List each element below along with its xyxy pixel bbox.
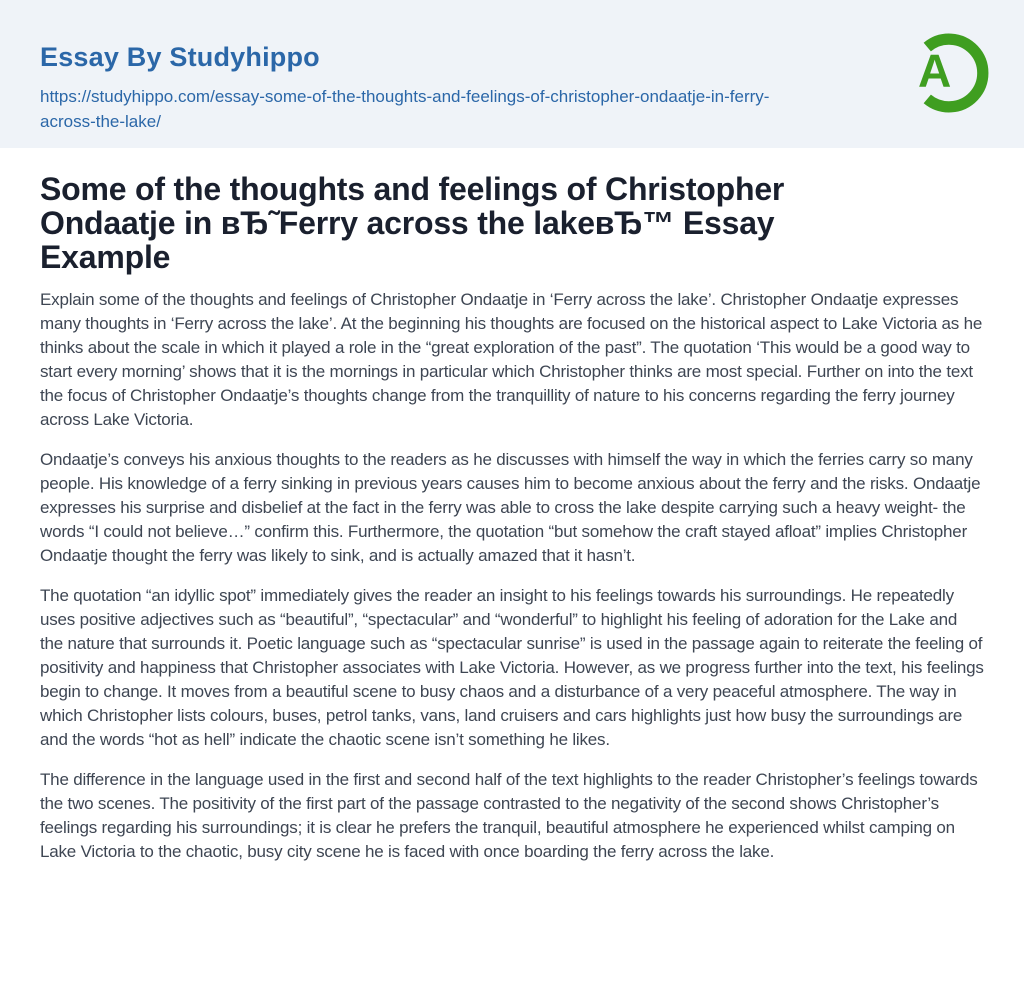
a-ring-icon	[908, 32, 990, 114]
essay-content	[0, 148, 1024, 864]
page-url-link[interactable]: https://studyhippo.com/essay-some-of-the-thoughts-and-feelings-of-christopher-ondaatje-in-ferry-across-the-lake/	[40, 87, 770, 131]
essay-paragraph-1: Explain some of the thoughts and feelings of Christopher Ondaatje in ‘Ferry across the lake’. Christopher Ondaatje expresses many thoughts in ‘Ferry across the lake’. At the beginning his thoughts are focused on the historical aspect to Lake Victoria as he thinks about the scale in which it played a role in the “great exploration of the past”. The quotation ‘This would be a good way to start every morning’ shows that it is the mornings in particular which Christopher thinks are most special. Further on into the text the focus of Christopher Ondaatje’s thoughts change from the tranquillity of nature to his concerns regarding the ferry journey across Lake Victoria.	[40, 290, 983, 429]
site-title: Essay By Studyhippo	[40, 42, 320, 72]
page-header	[0, 0, 1024, 148]
logo-letter: A	[917, 44, 952, 97]
essay-paragraph-4: The difference in the language used in the first and second half of the text highlights to the reader Christopher’s feelings towards the two scenes. The positivity of the first part of the passage contrasted to the negativity of the second shows Christopher’s feelings regarding his surroundings; it is clear he prefers the tranquil, beautiful atmosphere he experienced whilst camping on Lake Victoria to the chaotic, busy city scene he is faced with once boarding the ferry across the lake.	[40, 770, 978, 861]
essay-title: Some of the thoughts and feelings of Christopher Ondaatje in вЂ˜Ferry across the lakeвЂ™ Essay Example	[40, 171, 785, 275]
studyhippo-logo[interactable]	[908, 32, 990, 114]
essay-paragraph-2: Ondaatje’s conveys his anxious thoughts to the readers as he discusses with himself the way in which the ferries carry so many people. His knowledge of a ferry sinking in previous years causes him to become anxious about the ferry and the risks. Ondaatje expresses his surprise and disbelief at the fact in the ferry was able to cross the lake despite carrying such a heavy weight- the words “I could not believe…” confirm this. Furthermore, the quotation “but somehow the craft stayed afloat” implies Christopher Ondaatje thought the ferry was likely to sink, and is actually amazed that it hasn’t.	[40, 450, 981, 565]
essay-paragraph-3: The quotation “an idyllic spot” immediately gives the reader an insight to his feelings towards his surroundings. He repeatedly uses positive adjectives such as “beautiful”, “spectacular” and “wonderful” to highlight his feeling of adoration for the Lake and the nature that surrounds it. Poetic language such as “spectacular sunrise” is used in the passage again to reiterate the feeling of positivity and happiness that Christopher associates with Lake Victoria. However, as we progress further into the text, his feelings begin to change. It moves from a beautiful scene to busy chaos and a disturbance of a very peaceful atmosphere. The way in which Christopher lists colours, buses, petrol tanks, vans, land cruisers and cars highlights just how busy the surroundings are and the words “hot as hell” indicate the chaotic scene isn’t something he likes.	[40, 586, 984, 749]
